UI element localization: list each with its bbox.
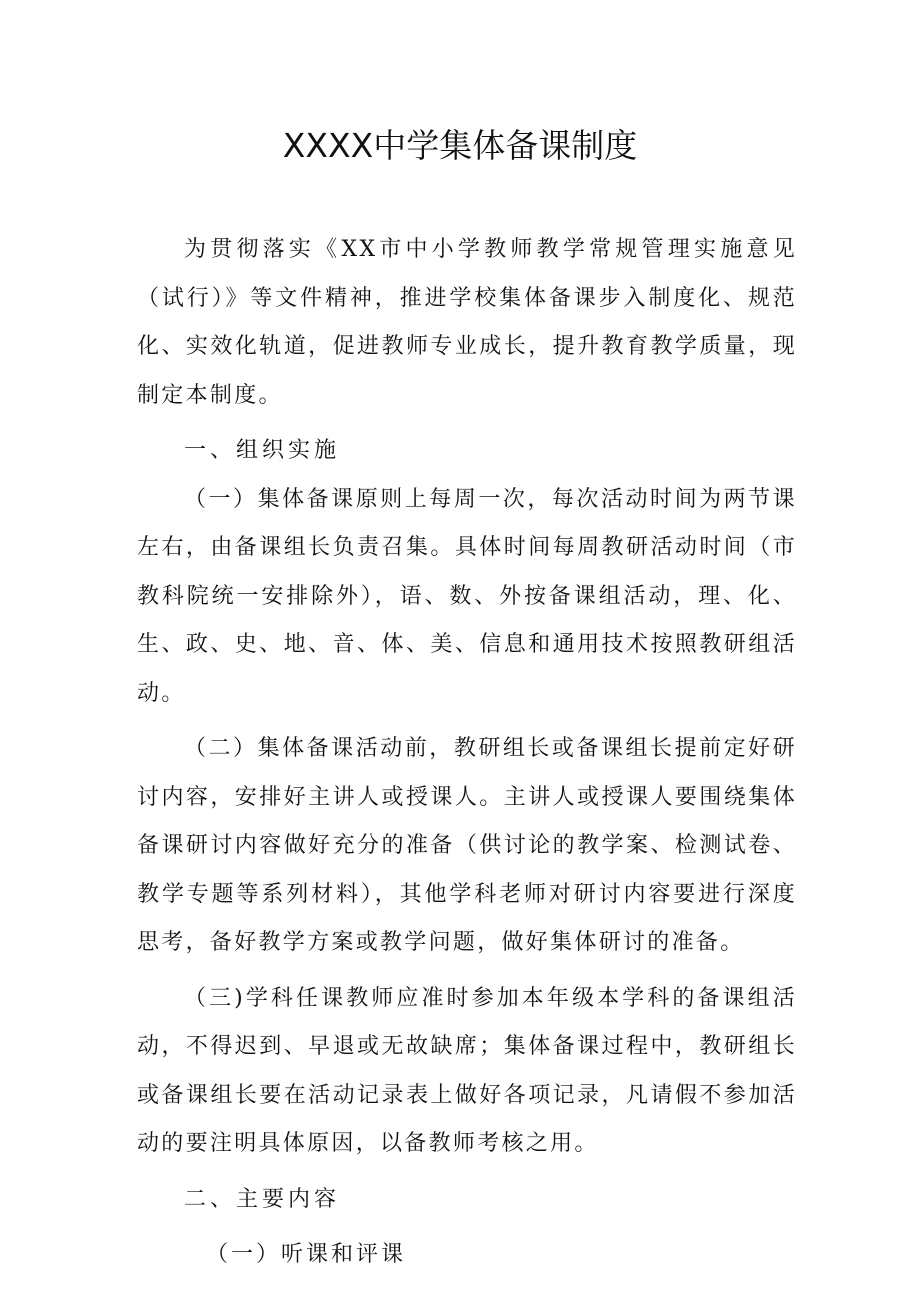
section-heading-content: 二、主要内容 — [184, 1186, 341, 1212]
document-body — [137, 226, 797, 1280]
section1-item-1: （一）集体备课原则上每周一次，每次活动时间为两节课左右，由备课组长负责召集。具体时间每周教研活动时间（市教科院统一安排除外），语、数、外按备课组活动，理、化、生、政、史、地、音、体、美、信息和通用技术按照教研组活动。 — [137, 486, 797, 706]
section1-item-2: （二）集体备课活动前，教研组长或备课组长提前定好研讨内容，安排好主讲人或授课人。主讲人或授课人要围绕集体备课研讨内容做好充分的准备（供讨论的教学案、检测试卷、教学专题等系列材料），其他学科老师对研讨内容要进行深度思考，备好教学方案或教学问题，做好集体研讨的准备。 — [137, 736, 797, 955]
document-title: XXXX中学集体备课制度 — [282, 126, 638, 165]
subsection-heading-lesson-observation: （一）听课和评课 — [206, 1242, 407, 1267]
section-heading-organization: 一、组织实施 — [184, 438, 341, 463]
intro-paragraph: 为贯彻落实《XX市中小学教师教学常规管理实施意见（试行）》等文件精神，推进学校集体备课步入制度化、规范化、实效化轨道，促进教师专业成长，提升教育教学质量，现制定本制度。 — [137, 237, 797, 408]
section1-item-3: （三)学科任课教师应准时参加本年级本学科的备课组活动，不得迟到、早退或无故缺席；集体备课过程中，教研组长或备课组长要在活动记录表上做好各项记录，凡请假不参加活动的要注明具体原因，以备教师考核之用。 — [137, 985, 797, 1156]
